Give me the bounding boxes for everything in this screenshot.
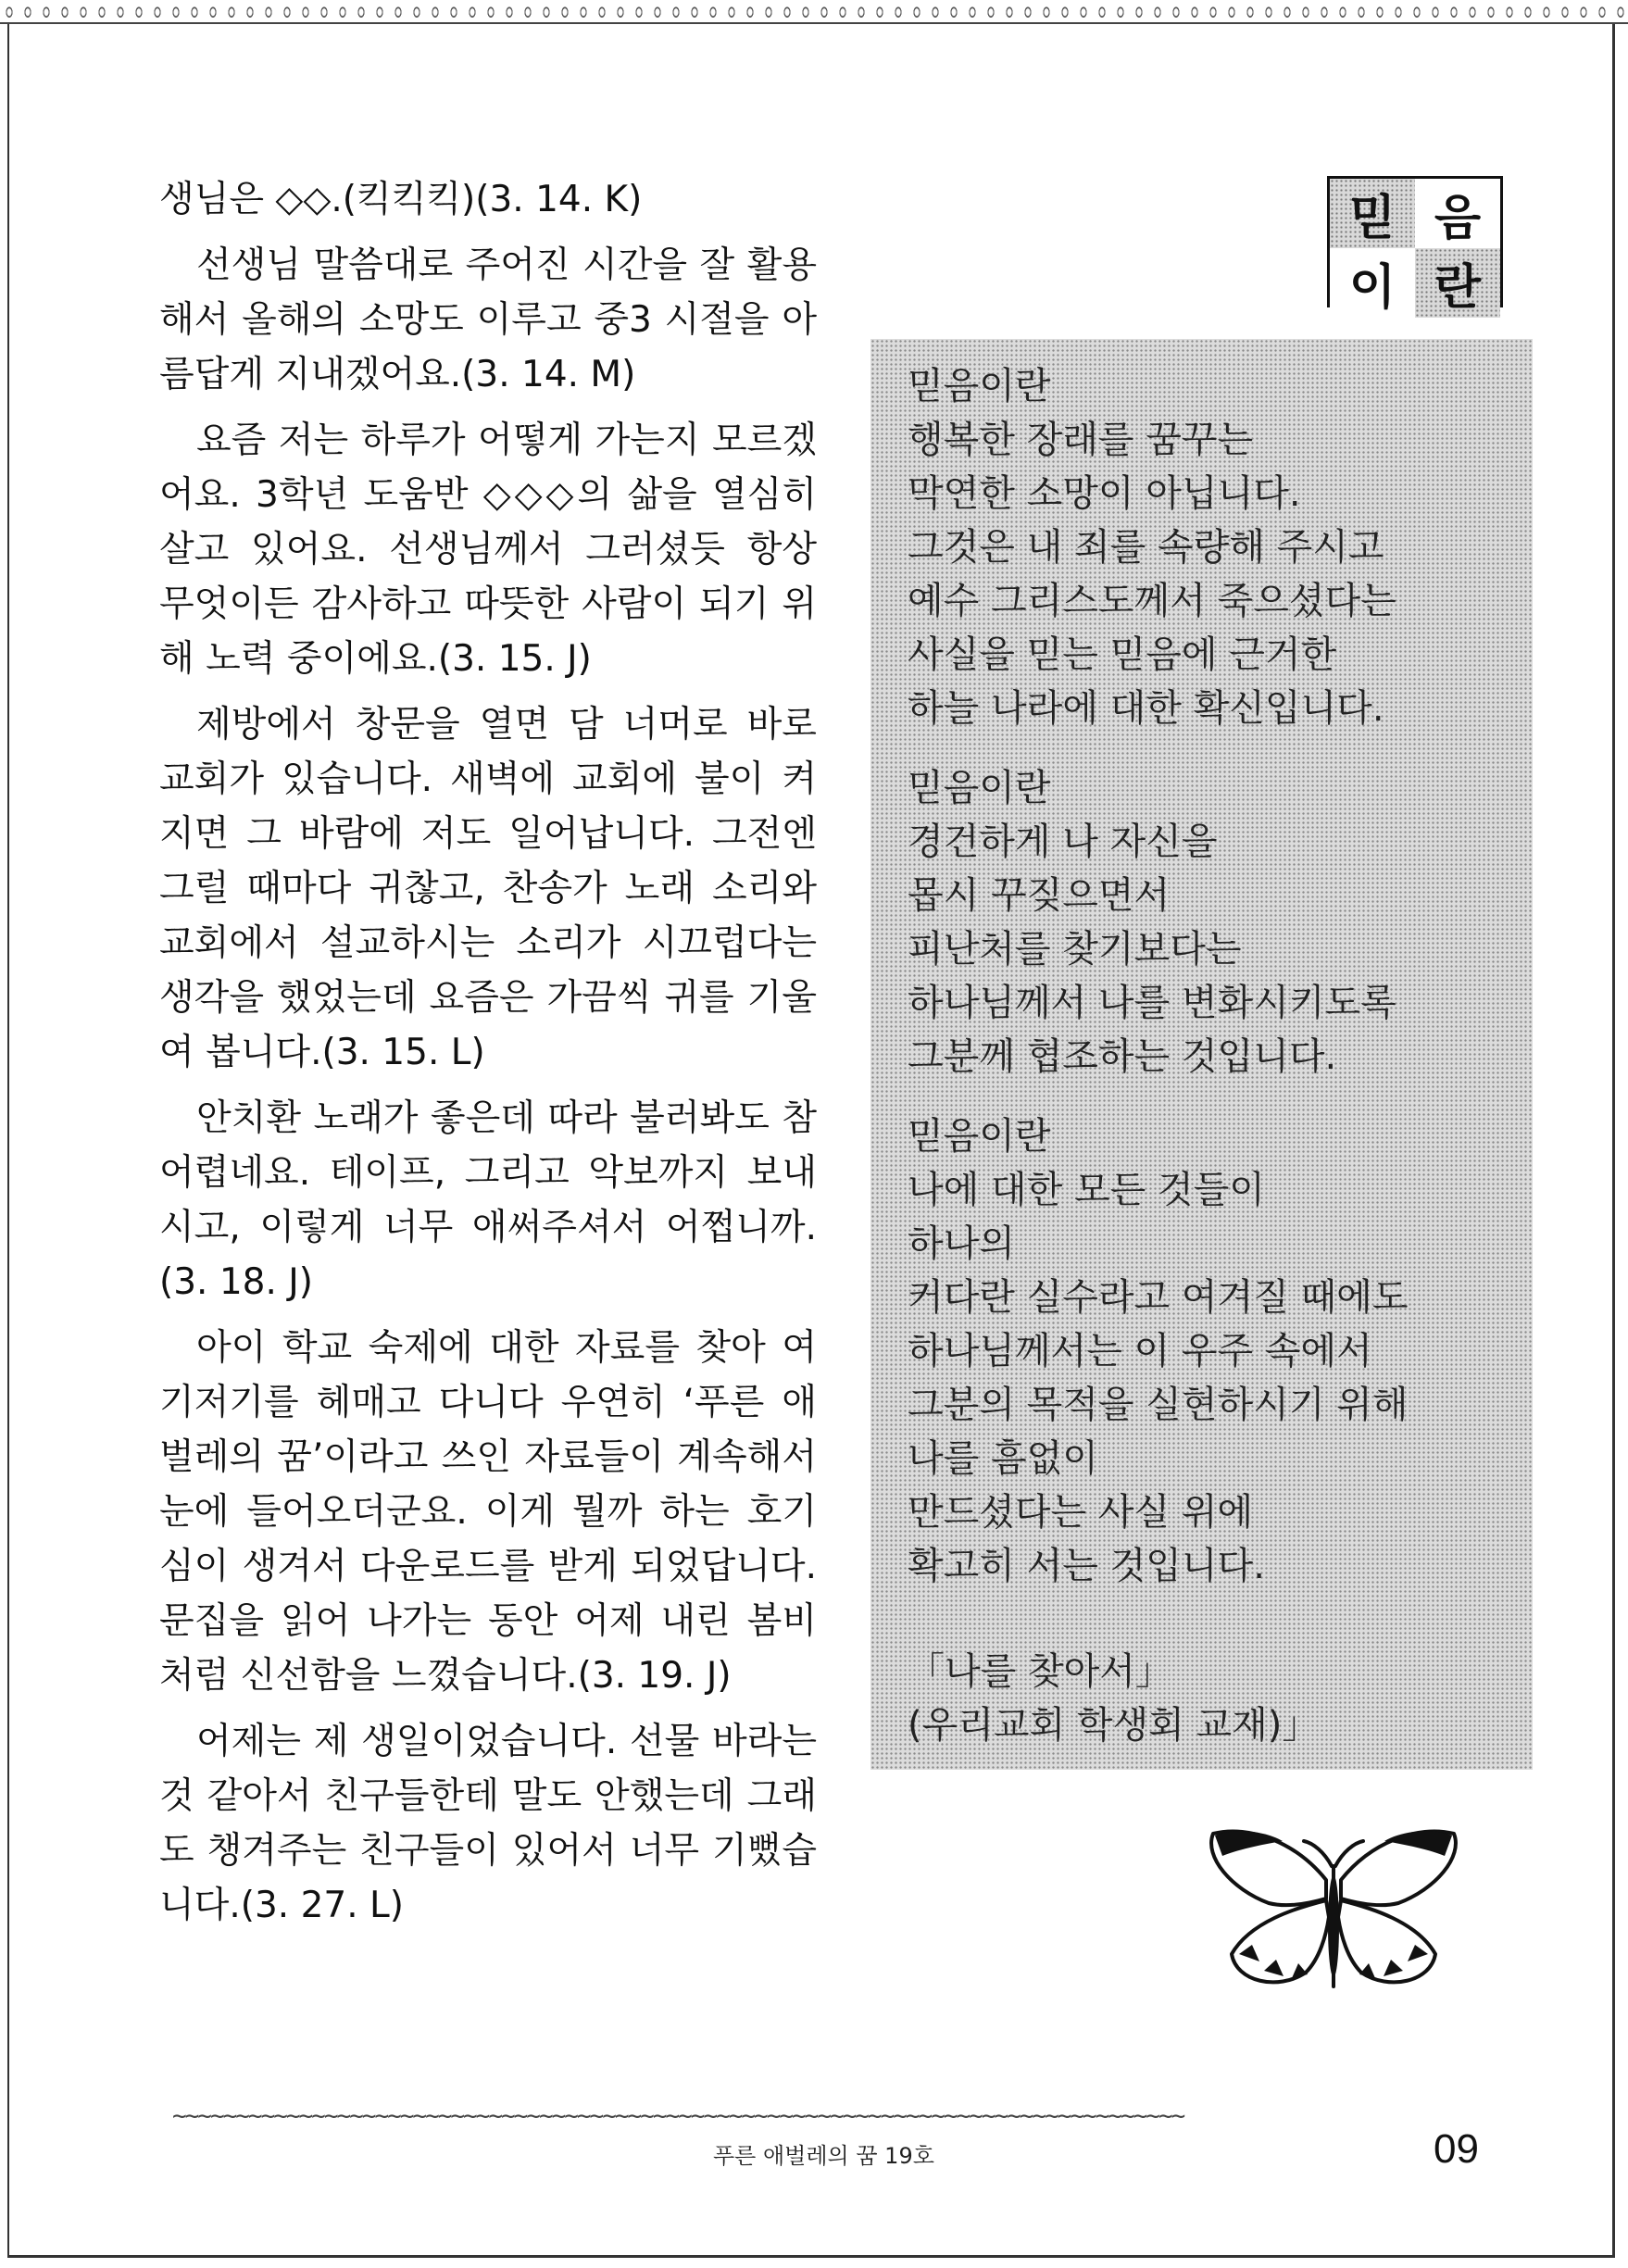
poem-stanza [908, 1109, 1533, 1593]
source-line: (우리교회 학생회 교재)」 [908, 1704, 1320, 1747]
poem-stanza [908, 761, 1533, 1084]
poem-stanza [908, 359, 1533, 735]
poem-line: 확고히 서는 것입니다. [908, 1545, 1265, 1587]
poem-line: 예수 그리스도께서 죽으셨다는 [908, 580, 1396, 622]
butterfly-illustration [1195, 1815, 1472, 2000]
poem-line: 사실을 믿는 믿음에 근거한 [908, 633, 1337, 676]
title-char: 음 [1415, 179, 1500, 248]
source-line: 「나를 찾아서」 [908, 1650, 1172, 1693]
footer-wave-rule: ~~~~~~~~~~~~~~~~~~~~~~~~~~~~~~~~~~~~~~~~~~~~~~~~~~~~~~~~~~~~~~~~~~~~~~~~~~~~~~~~ [172, 2102, 1184, 2130]
magazine-title: 푸른 애벌레의 꿈 19호 [713, 2143, 934, 2169]
poem-source [908, 1645, 1533, 1752]
poem-line: 만드셨다는 사실 위에 [908, 1491, 1254, 1534]
poem-line: 그분의 목적을 실현하시기 위해 [908, 1384, 1409, 1426]
letter-paragraph: 제방에서 창문을 열면 담 너머로 바로 교회가 있습니다. 새벽에 교회에 불이 켜지면 그 바람에 저도 일어납니다. 그전엔 그럴 때마다 귀찮고, 찬송가 노래 소리와 교회에서 설교하시는 소리가 시끄럽다는 생각을 했었는데 요즘은 가끔씩 귀를 기울여 봅니다.(3. 15. L) [159, 704, 817, 1073]
letter-paragraph: 선생님 말씀대로 주어진 시간을 잘 활용해서 올해의 소망도 이루고 중3 시절을 아름답게 지내겠어요.(3. 14. M) [159, 244, 817, 395]
poem-line: 나를 흠없이 [908, 1437, 1098, 1480]
poem-line: 하늘 나라에 대한 확신입니다. [908, 687, 1384, 730]
poem-line: 그것은 내 죄를 속량해 주시고 [908, 526, 1384, 569]
poem-line: 막연한 소망이 아닙니다. [908, 472, 1301, 515]
letter-paragraph: 아이 학교 숙제에 대한 자료를 찾아 여기저기를 헤매고 다니다 우연히 ‘푸른 애벌레의 꿈’이라고 쓰인 자료들이 계속해서 눈에 들어오더군요. 이게 뭘까 하는 호기심이 생겨서 다운로드를 받게 되었답니다. 문집을 읽어 나가는 동안 어제 내린 봄비처럼 신선함을 느꼈습니다.(3. 19. J) [159, 1327, 817, 1697]
poem-line: 그분께 협조하는 것입니다. [908, 1035, 1337, 1078]
letter-paragraph: 생님은 ◇◇.(킥킥킥)(3. 14. K) [159, 179, 643, 220]
poem-line: 몹시 꾸짖으면서 [908, 874, 1171, 917]
poem-line: 경건하게 나 자신을 [908, 821, 1218, 863]
poem-box [870, 339, 1533, 1770]
poem-line: 커다란 실수라고 여겨질 때에도 [908, 1276, 1409, 1319]
poem-line: 행복한 장래를 꿈꾸는 [908, 419, 1254, 461]
poem-line: 하나님께서는 이 우주 속에서 [908, 1330, 1372, 1372]
title-char: 믿 [1330, 179, 1415, 248]
letter-paragraph: 요즘 저는 하루가 어떻게 가는지 모르겠어요. 3학년 도움반 ◇◇◇의 삶을 열심히 살고 있어요. 선생님께서 그러셨듯 항상 무엇이든 감사하고 따뜻한 사람이 되기 위해 노력 중이에요.(3. 15. J) [159, 420, 817, 680]
page-number: 09 [1434, 2126, 1479, 2172]
letter-paragraph: 어제는 제 생일이었습니다. 선물 바라는 것 같아서 친구들한테 말도 안했는데 그래도 챙겨주는 친구들이 있어서 너무 기뻤습니다.(3. 27. L) [159, 1721, 817, 1926]
poem-line: 하나의 [908, 1222, 1015, 1265]
letters-column [159, 172, 817, 1944]
poem-line: 믿음이란 [908, 767, 1051, 809]
poem-line: 믿음이란 [908, 365, 1051, 407]
poem-line: 나에 대한 모든 것들이 [908, 1169, 1265, 1211]
letter-paragraph: 안치환 노래가 좋은데 따라 불러봐도 참 어렵네요. 테이프, 그리고 악보까지 보내시고, 이렇게 너무 애써주셔서 어쩝니까.(3. 18. J) [159, 1097, 817, 1303]
poem-title-box [1327, 176, 1503, 316]
poem-line: 하나님께서 나를 변화시키도록 [908, 982, 1396, 1024]
title-char: 란 [1415, 248, 1500, 318]
spiral-binding [0, 0, 1628, 24]
poem-line: 믿음이란 [908, 1115, 1051, 1158]
title-char: 이 [1330, 248, 1415, 318]
poem-line: 피난처를 찾기보다는 [908, 928, 1242, 971]
